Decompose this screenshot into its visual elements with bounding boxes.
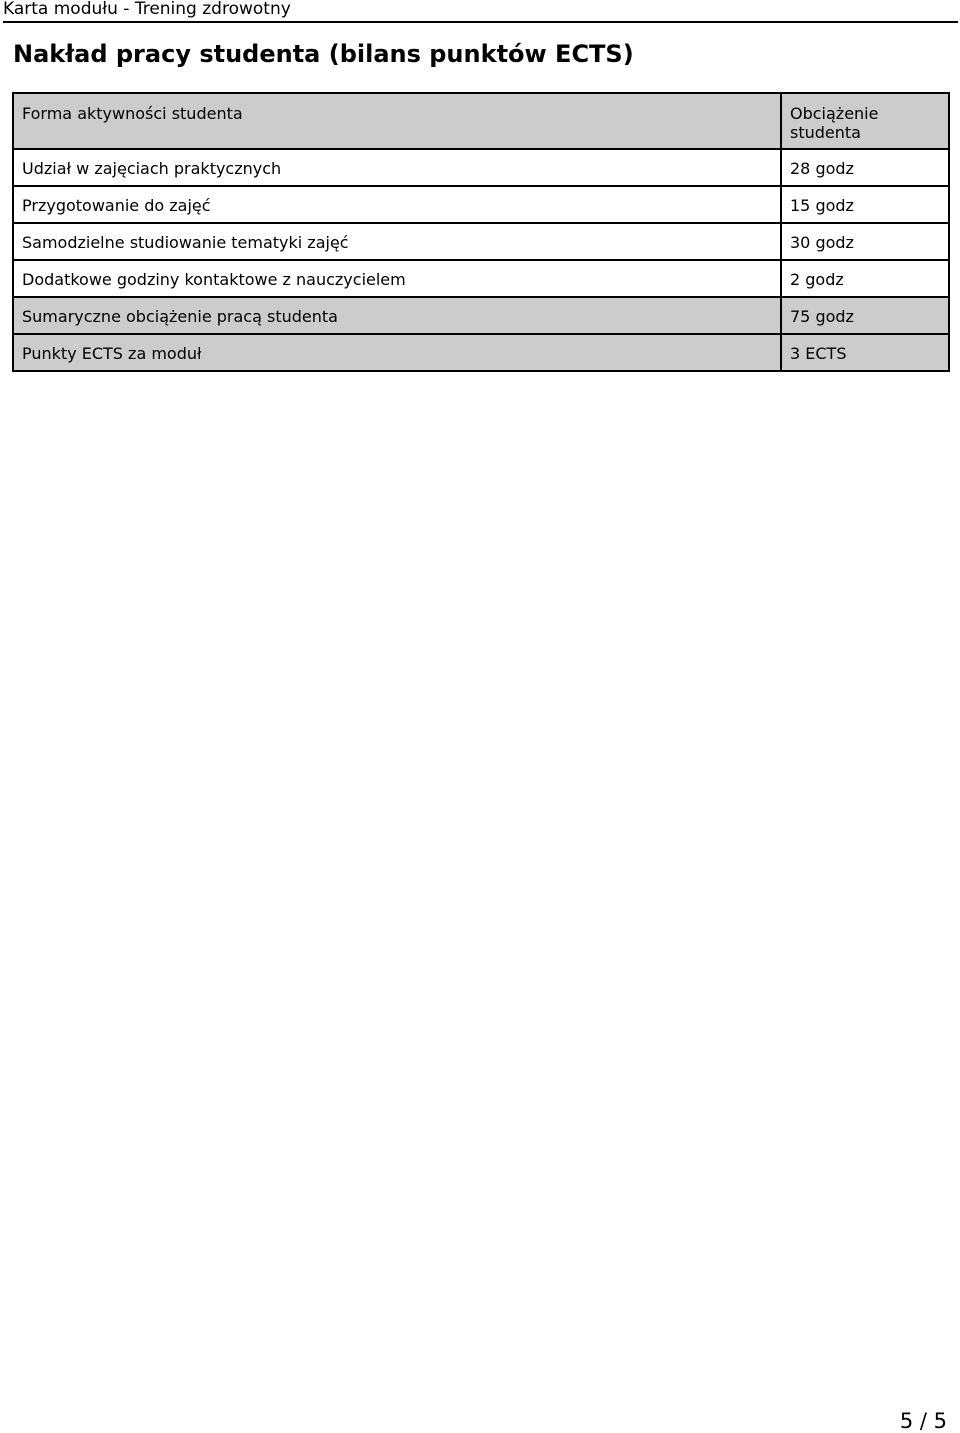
table-header-row	[13, 93, 949, 149]
workload-cell: 30 godz	[781, 223, 949, 260]
activity-cell: Przygotowanie do zajęć	[13, 186, 781, 223]
table-row	[13, 260, 949, 297]
document-title: Karta modułu - Trening zdrowotny	[3, 0, 291, 19]
header-activity: Forma aktywności studenta	[13, 93, 781, 149]
document-header	[3, 0, 958, 23]
page-number: 5 / 5	[899, 1409, 947, 1433]
workload-cell: 28 godz	[781, 149, 949, 186]
workload-cell: 15 godz	[781, 186, 949, 223]
table-row	[13, 149, 949, 186]
table-row	[13, 223, 949, 260]
section-title: Nakład pracy studenta (bilans punktów ECTS)	[13, 40, 634, 68]
total-workload-label: Sumaryczne obciążenie pracą studenta	[13, 297, 781, 334]
ects-workload-table	[12, 92, 950, 372]
activity-cell: Samodzielne studiowanie tematyki zajęć	[13, 223, 781, 260]
ects-points-label: Punkty ECTS za moduł	[13, 334, 781, 371]
table-row	[13, 186, 949, 223]
ects-points-value: 3 ECTS	[781, 334, 949, 371]
workload-cell: 2 godz	[781, 260, 949, 297]
ects-points-row	[13, 334, 949, 371]
header-workload: Obciążenie studenta	[781, 93, 949, 149]
total-workload-value: 75 godz	[781, 297, 949, 334]
total-workload-row	[13, 297, 949, 334]
activity-cell: Udział w zajęciach praktycznych	[13, 149, 781, 186]
activity-cell: Dodatkowe godziny kontaktowe z nauczycielem	[13, 260, 781, 297]
